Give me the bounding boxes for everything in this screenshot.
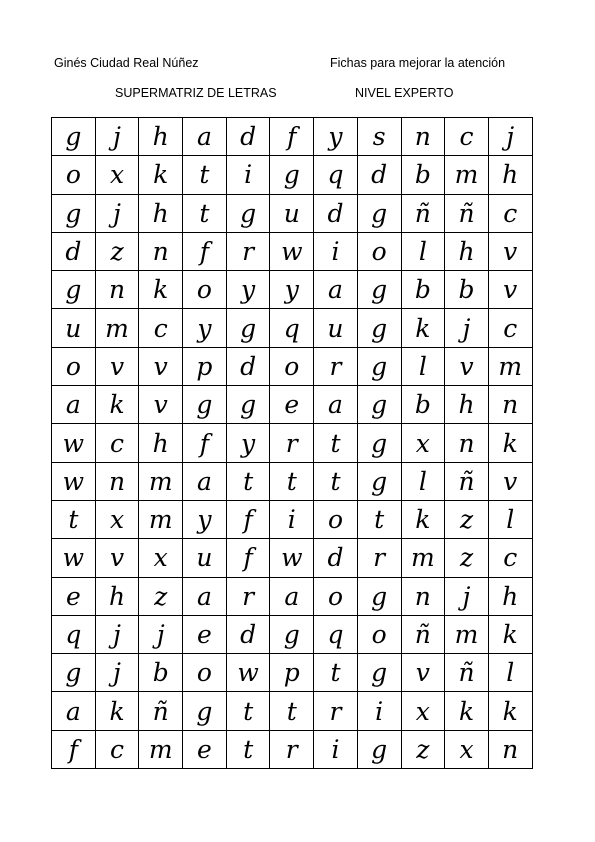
- letter-cell: ñ: [139, 692, 183, 730]
- letter-cell: b: [401, 386, 445, 424]
- letter-cell: g: [226, 386, 270, 424]
- letter-cell: i: [314, 232, 358, 270]
- letter-cell: z: [445, 500, 489, 538]
- letter-cell: w: [270, 539, 314, 577]
- letter-cell: q: [270, 309, 314, 347]
- letter-cell: r: [270, 424, 314, 462]
- letter-cell: k: [488, 692, 532, 730]
- letter-cell: c: [139, 309, 183, 347]
- letter-cell: j: [445, 309, 489, 347]
- matrix-row: [52, 386, 533, 424]
- letter-cell: o: [183, 271, 227, 309]
- letter-cell: h: [488, 156, 532, 194]
- worksheet-series: Fichas para mejorar la atención: [330, 56, 506, 70]
- letter-cell: k: [95, 692, 139, 730]
- letter-cell: v: [488, 462, 532, 500]
- letter-cell: a: [183, 462, 227, 500]
- letter-cell: i: [357, 692, 401, 730]
- letter-cell: t: [270, 462, 314, 500]
- letter-cell: o: [314, 500, 358, 538]
- letter-cell: f: [226, 539, 270, 577]
- letter-cell: w: [226, 654, 270, 692]
- letter-cell: l: [401, 462, 445, 500]
- letter-cell: m: [95, 309, 139, 347]
- letter-cell: j: [445, 577, 489, 615]
- letter-cell: e: [183, 615, 227, 653]
- letter-cell: t: [314, 462, 358, 500]
- letter-cell: g: [52, 118, 96, 156]
- matrix-row: [52, 500, 533, 538]
- letter-cell: d: [314, 194, 358, 232]
- letter-cell: c: [488, 194, 532, 232]
- letter-cell: m: [445, 615, 489, 653]
- letter-cell: d: [52, 232, 96, 270]
- letter-cell: c: [95, 424, 139, 462]
- letter-cell: j: [95, 615, 139, 653]
- letter-cell: x: [95, 156, 139, 194]
- letter-cell: s: [357, 118, 401, 156]
- letter-cell: ñ: [445, 654, 489, 692]
- letter-cell: o: [270, 347, 314, 385]
- letter-cell: x: [95, 500, 139, 538]
- letter-cell: p: [183, 347, 227, 385]
- letter-cell: d: [357, 156, 401, 194]
- matrix-row: [52, 539, 533, 577]
- letter-cell: d: [226, 118, 270, 156]
- letter-cell: j: [95, 118, 139, 156]
- letter-cell: g: [226, 309, 270, 347]
- letter-cell: q: [52, 615, 96, 653]
- letter-cell: r: [357, 539, 401, 577]
- letter-cell: h: [139, 118, 183, 156]
- letter-cell: v: [95, 347, 139, 385]
- letter-cell: c: [445, 118, 489, 156]
- letter-cell: l: [401, 347, 445, 385]
- matrix-row: [52, 577, 533, 615]
- letter-cell: x: [445, 730, 489, 768]
- letter-cell: f: [52, 730, 96, 768]
- letter-cell: i: [270, 500, 314, 538]
- matrix-row: [52, 271, 533, 309]
- letter-cell: d: [226, 347, 270, 385]
- letter-cell: w: [270, 232, 314, 270]
- letter-cell: d: [226, 615, 270, 653]
- letter-cell: t: [314, 654, 358, 692]
- letter-cell: b: [445, 271, 489, 309]
- letter-cell: r: [226, 577, 270, 615]
- letter-cell: d: [314, 539, 358, 577]
- letter-cell: n: [95, 462, 139, 500]
- letter-cell: m: [139, 462, 183, 500]
- letter-cell: h: [445, 232, 489, 270]
- letter-matrix: [51, 117, 533, 769]
- letter-cell: m: [401, 539, 445, 577]
- letter-cell: h: [95, 577, 139, 615]
- letter-cell: v: [445, 347, 489, 385]
- letter-cell: f: [226, 500, 270, 538]
- letter-cell: h: [139, 424, 183, 462]
- letter-cell: g: [226, 194, 270, 232]
- letter-cell: m: [139, 500, 183, 538]
- letter-cell: ñ: [401, 194, 445, 232]
- letter-cell: x: [139, 539, 183, 577]
- letter-cell: c: [95, 730, 139, 768]
- letter-cell: n: [401, 118, 445, 156]
- letter-cell: k: [139, 271, 183, 309]
- letter-cell: n: [445, 424, 489, 462]
- letter-cell: w: [52, 462, 96, 500]
- letter-cell: g: [357, 194, 401, 232]
- letter-cell: v: [95, 539, 139, 577]
- letter-cell: z: [401, 730, 445, 768]
- letter-cell: y: [270, 271, 314, 309]
- letter-cell: w: [52, 424, 96, 462]
- letter-cell: l: [401, 232, 445, 270]
- letter-cell: k: [488, 424, 532, 462]
- letter-cell: b: [139, 654, 183, 692]
- letter-cell: k: [445, 692, 489, 730]
- letter-cell: g: [357, 654, 401, 692]
- letter-cell: t: [183, 194, 227, 232]
- letter-cell: g: [357, 462, 401, 500]
- letter-cell: j: [95, 194, 139, 232]
- worksheet-title: SUPERMATRIZ DE LETRAS: [115, 86, 277, 100]
- letter-cell: v: [139, 347, 183, 385]
- letter-cell: y: [226, 271, 270, 309]
- letter-cell: g: [357, 730, 401, 768]
- letter-cell: a: [314, 386, 358, 424]
- letter-cell: g: [270, 615, 314, 653]
- letter-cell: k: [139, 156, 183, 194]
- letter-cell: n: [139, 232, 183, 270]
- letter-cell: z: [445, 539, 489, 577]
- letter-cell: n: [488, 386, 532, 424]
- letter-cell: e: [270, 386, 314, 424]
- letter-cell: g: [183, 386, 227, 424]
- letter-cell: l: [488, 500, 532, 538]
- matrix-row: [52, 118, 533, 156]
- letter-cell: g: [183, 692, 227, 730]
- letter-cell: m: [139, 730, 183, 768]
- letter-cell: m: [488, 347, 532, 385]
- letter-cell: o: [357, 615, 401, 653]
- matrix-row: [52, 194, 533, 232]
- letter-cell: h: [445, 386, 489, 424]
- matrix-row: [52, 232, 533, 270]
- letter-cell: a: [52, 386, 96, 424]
- letter-cell: r: [270, 730, 314, 768]
- letter-cell: k: [401, 500, 445, 538]
- letter-cell: g: [357, 347, 401, 385]
- author-name: Ginés Ciudad Real Núñez: [54, 56, 199, 70]
- letter-cell: v: [488, 232, 532, 270]
- letter-cell: o: [52, 156, 96, 194]
- letter-cell: b: [401, 156, 445, 194]
- letter-cell: n: [95, 271, 139, 309]
- letter-cell: g: [357, 309, 401, 347]
- letter-cell: e: [52, 577, 96, 615]
- letter-cell: m: [445, 156, 489, 194]
- matrix-row: [52, 654, 533, 692]
- letter-cell: q: [314, 156, 358, 194]
- letter-cell: r: [314, 347, 358, 385]
- letter-cell: o: [357, 232, 401, 270]
- letter-cell: j: [95, 654, 139, 692]
- letter-cell: t: [314, 424, 358, 462]
- letter-cell: z: [139, 577, 183, 615]
- letter-cell: f: [270, 118, 314, 156]
- letter-cell: x: [401, 692, 445, 730]
- letter-cell: g: [52, 194, 96, 232]
- matrix-row: [52, 615, 533, 653]
- matrix-row: [52, 156, 533, 194]
- letter-cell: y: [183, 309, 227, 347]
- letter-cell: c: [488, 309, 532, 347]
- letter-cell: v: [488, 271, 532, 309]
- letter-cell: ñ: [445, 194, 489, 232]
- letter-cell: t: [226, 692, 270, 730]
- letter-cell: k: [488, 615, 532, 653]
- letter-cell: g: [270, 156, 314, 194]
- letter-cell: r: [314, 692, 358, 730]
- letter-cell: n: [401, 577, 445, 615]
- letter-cell: n: [488, 730, 532, 768]
- letter-cell: v: [139, 386, 183, 424]
- letter-cell: g: [357, 271, 401, 309]
- letter-cell: f: [183, 424, 227, 462]
- letter-cell: u: [314, 309, 358, 347]
- letter-cell: a: [52, 692, 96, 730]
- letter-cell: e: [183, 730, 227, 768]
- letter-cell: u: [183, 539, 227, 577]
- letter-cell: g: [52, 654, 96, 692]
- letter-cell: t: [52, 500, 96, 538]
- matrix-row: [52, 347, 533, 385]
- letter-cell: ñ: [401, 615, 445, 653]
- letter-cell: r: [226, 232, 270, 270]
- letter-cell: p: [270, 654, 314, 692]
- letter-cell: k: [401, 309, 445, 347]
- letter-cell: i: [226, 156, 270, 194]
- matrix-row: [52, 730, 533, 768]
- letter-cell: v: [401, 654, 445, 692]
- letter-cell: g: [357, 424, 401, 462]
- letter-cell: t: [270, 692, 314, 730]
- letter-cell: f: [183, 232, 227, 270]
- letter-cell: t: [226, 730, 270, 768]
- letter-cell: l: [488, 654, 532, 692]
- letter-cell: j: [488, 118, 532, 156]
- letter-cell: q: [314, 615, 358, 653]
- letter-cell: i: [314, 730, 358, 768]
- letter-cell: x: [401, 424, 445, 462]
- letter-cell: y: [314, 118, 358, 156]
- letter-cell: t: [357, 500, 401, 538]
- letter-cell: y: [183, 500, 227, 538]
- letter-cell: g: [357, 386, 401, 424]
- letter-cell: z: [95, 232, 139, 270]
- letter-cell: a: [270, 577, 314, 615]
- letter-cell: u: [52, 309, 96, 347]
- letter-cell: h: [139, 194, 183, 232]
- letter-cell: a: [183, 118, 227, 156]
- letter-cell: j: [139, 615, 183, 653]
- letter-cell: u: [270, 194, 314, 232]
- letter-cell: o: [314, 577, 358, 615]
- difficulty-level: NIVEL EXPERTO: [355, 86, 454, 100]
- letter-cell: g: [357, 577, 401, 615]
- letter-cell: a: [314, 271, 358, 309]
- matrix-row: [52, 462, 533, 500]
- letter-cell: w: [52, 539, 96, 577]
- letter-cell: c: [488, 539, 532, 577]
- letter-cell: t: [226, 462, 270, 500]
- letter-cell: o: [52, 347, 96, 385]
- letter-cell: b: [401, 271, 445, 309]
- matrix-row: [52, 692, 533, 730]
- letter-cell: y: [226, 424, 270, 462]
- letter-cell: g: [52, 271, 96, 309]
- letter-cell: a: [183, 577, 227, 615]
- letter-cell: h: [488, 577, 532, 615]
- matrix-row: [52, 309, 533, 347]
- letter-cell: t: [183, 156, 227, 194]
- matrix-row: [52, 424, 533, 462]
- letter-cell: ñ: [445, 462, 489, 500]
- letter-cell: o: [183, 654, 227, 692]
- letter-cell: k: [95, 386, 139, 424]
